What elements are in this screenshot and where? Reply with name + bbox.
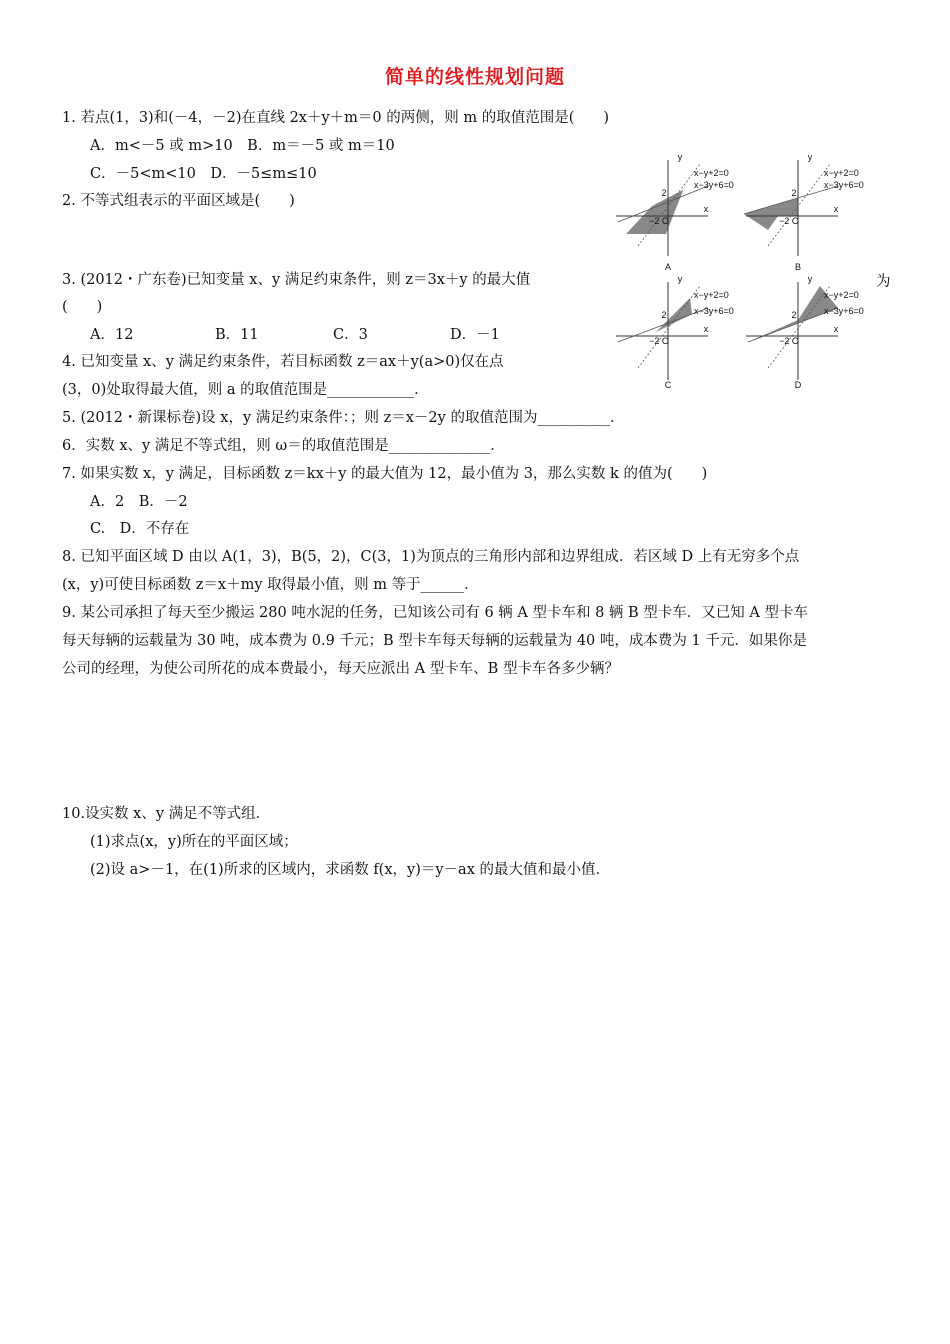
- page-title: 简单的线性规划问题: [384, 66, 565, 88]
- graph-d-label: D: [794, 380, 802, 390]
- q10-part1: (1)求点(x，y)所在的平面区域；: [90, 834, 298, 850]
- graph-a-tick-origin: −2 O: [649, 216, 669, 226]
- q3-option-c: C．3: [333, 327, 368, 343]
- q1-options-cd: C．－5<m<10 D．－5≤m≤10: [90, 166, 317, 182]
- q2-stem: 2. 不等式组表示的平面区域是( ): [62, 193, 295, 209]
- graph-a: [608, 150, 748, 272]
- q7-options-ab: A．2 B．－2: [90, 494, 188, 510]
- q1-options-ab: A．m<－5 或 m>10 B．m＝－5 或 m＝10: [90, 138, 395, 154]
- graph-a-eq1: x−y+2=0: [694, 168, 729, 178]
- graph-c-eq1: x−y+2=0: [694, 290, 729, 300]
- graph-a-axis-x: x: [703, 204, 709, 214]
- graph-a-tick-2: 2: [661, 188, 667, 198]
- q6-stem: 6．实数 x、y 满足不等式组，则 ω＝的取值范围是______________．: [62, 438, 505, 454]
- graph-c: [608, 276, 748, 394]
- graph-d-eq2: x−3y+6=0: [824, 306, 864, 316]
- graph-d-tick-2: 2: [791, 310, 797, 320]
- graph-a-axis-y: y: [677, 152, 683, 162]
- graph-d-axis-y: y: [807, 274, 813, 284]
- q3-stem-tail: 为: [876, 274, 891, 290]
- q5-stem: 5. (2012・新课标卷)设 x，y 满足约束条件：；则 z＝x－2y 的取值范围为__________．: [62, 410, 625, 426]
- q7-stem: 7. 如果实数 x，y 满足，目标函数 z＝kx＋y 的最大值为 12，最小值为 3，那么实数 k 的值为( ): [62, 466, 708, 482]
- graph-d-axis-x: x: [833, 324, 839, 334]
- q9-line3: 公司的经理，为使公司所花的成本费最小，每天应派出 A 型卡车、B 型卡车各多少辆？: [62, 661, 619, 677]
- graph-c-axis-y: y: [677, 274, 683, 284]
- graph-d: [738, 276, 878, 394]
- q1-stem: 1. 若点(1，3)和(－4，－2)在直线 2x＋y＋m＝0 的两侧，则 m 的取值范围是( ): [62, 110, 610, 126]
- graph-a-eq2: x−3y+6=0: [694, 180, 734, 190]
- graph-c-axis-x: x: [703, 324, 709, 334]
- q10-part2: (2)设 a>－1，在(1)所求的区域内，求函数 f(x，y)＝y－ax 的最大值和最小值．: [90, 862, 610, 878]
- graph-b: [738, 150, 878, 272]
- q8-line1: 8. 已知平面区域 D 由以 A(1，3)，B(5，2)，C(3，1)为顶点的三角形内部和边界组成．若区域 D 上有无穷多个点: [62, 549, 800, 565]
- graph-b-eq1: x−y+2=0: [824, 168, 859, 178]
- graph-c-eq2: x−3y+6=0: [694, 306, 734, 316]
- graph-c-tick-2: 2: [661, 310, 667, 320]
- q8-line2: (x，y)可使目标函数 z＝x＋my 取得最小值，则 m 等于______．: [62, 577, 479, 593]
- q3-option-a: A．12: [90, 327, 134, 343]
- q3-option-b: B．11: [215, 327, 259, 343]
- q4-line1: 4. 已知变量 x、y 满足约束条件，若目标函数 z＝ax＋y(a>0)仅在点: [62, 354, 504, 370]
- graph-b-eq2: x−3y+6=0: [824, 180, 864, 190]
- q3-paren: ( ): [62, 299, 103, 315]
- q9-line2: 每天每辆的运载量为 30 吨，成本费为 0.9 千元；B 型卡车每天每辆的运载量为 40 吨，成本费为 1 千元．如果你是: [62, 633, 807, 649]
- q4-line2: (3，0)处取得最大值，则 a 的取值范围是____________．: [62, 382, 429, 398]
- graph-c-tick-origin: −2 O: [649, 336, 669, 346]
- q2-answer-graphs: [608, 150, 898, 395]
- graph-d-eq1: x−y+2=0: [824, 290, 859, 300]
- graph-b-axis-x: x: [833, 204, 839, 214]
- q10-stem: 10.设实数 x、y 满足不等式组．: [62, 806, 271, 822]
- graph-c-label: C: [664, 380, 672, 390]
- graph-b-label: B: [794, 262, 801, 272]
- q3-stem: 3. (2012・广东卷)已知变量 x、y 满足约束条件，则 z＝3x＋y 的最大值: [62, 272, 531, 288]
- graph-b-tick-2: 2: [791, 188, 797, 198]
- q3-option-d: D．－1: [450, 327, 500, 343]
- graph-b-axis-y: y: [807, 152, 813, 162]
- graph-a-label: A: [664, 262, 671, 272]
- q7-options-cd: C. D．不存在: [90, 521, 190, 537]
- q9-line1: 9. 某公司承担了每天至少搬运 280 吨水泥的任务，已知该公司有 6 辆 A 型卡车和 8 辆 B 型卡车．又已知 A 型卡车: [62, 605, 808, 621]
- graph-b-tick-origin: −2 O: [779, 216, 799, 226]
- graph-d-tick-origin: −2 O: [779, 336, 799, 346]
